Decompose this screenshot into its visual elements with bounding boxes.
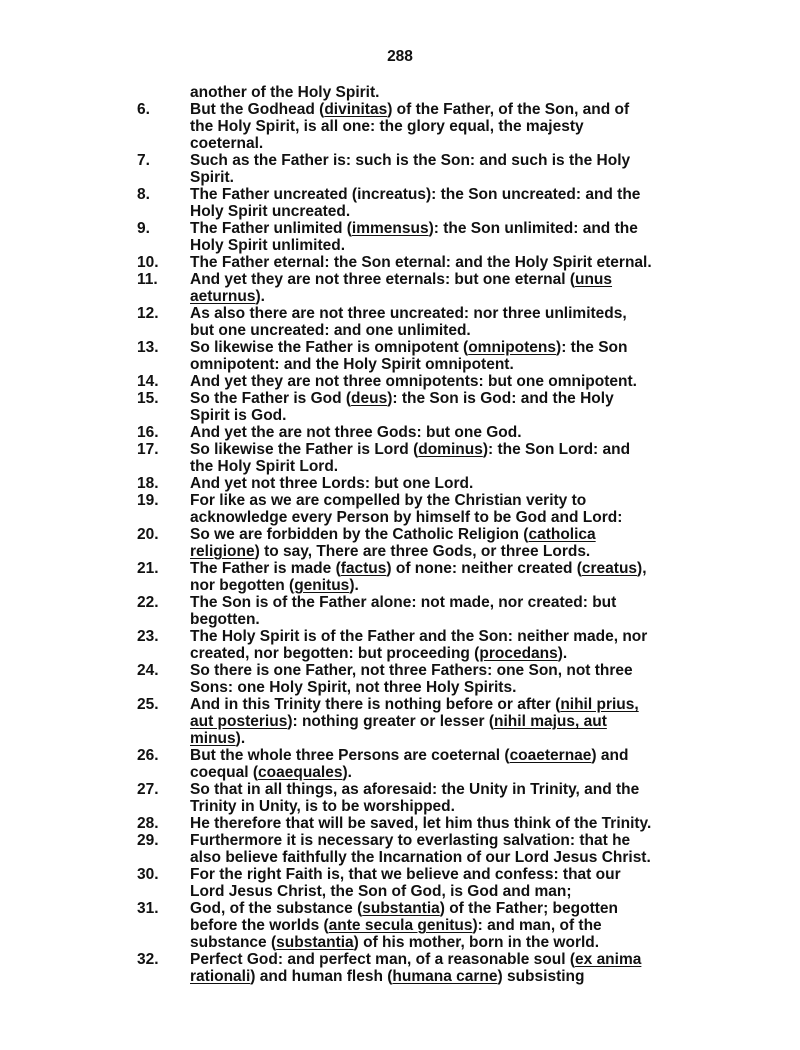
text-line — [190, 101, 720, 118]
text-line — [190, 543, 720, 560]
text-line — [190, 968, 720, 985]
verse-text — [190, 305, 720, 339]
text-segment: nor begotten ( — [190, 577, 295, 594]
verse-text — [190, 900, 720, 951]
numbered-verse — [0, 560, 800, 594]
verse-text — [190, 339, 720, 373]
text-line — [190, 934, 720, 951]
text-line — [190, 730, 720, 747]
text-line — [190, 84, 720, 101]
numbered-verse — [0, 254, 800, 271]
text-segment: The Father eternal: the Son eternal: and the Holy Spirit eternal. — [190, 254, 652, 271]
text-line — [190, 577, 720, 594]
verse-text — [190, 696, 720, 747]
latin-term: nihil majus, aut — [494, 713, 607, 730]
latin-term: factus — [340, 560, 387, 577]
text-segment: The Father unlimited ( — [190, 220, 352, 237]
text-segment: So that in all things, as aforesaid: the Unity in Trinity, and the — [190, 781, 640, 798]
text-segment: Trinity in Unity, is to be worshipped. — [190, 798, 455, 815]
text-line — [190, 883, 720, 900]
latin-term: procedans — [479, 645, 558, 662]
text-segment: And yet the are not three Gods: but one God. — [190, 424, 522, 441]
verse-number: 18. — [137, 475, 159, 492]
numbered-verse — [0, 373, 800, 390]
latin-term: deus — [351, 390, 388, 407]
latin-term: minus — [190, 730, 236, 747]
text-segment: So we are forbidden by the Catholic Religion ( — [190, 526, 529, 543]
verse-number: 30. — [137, 866, 159, 883]
text-segment: So likewise the Father is Lord ( — [190, 441, 419, 458]
text-line — [190, 662, 720, 679]
verse-text — [190, 492, 720, 526]
verse-number: 11. — [137, 271, 158, 288]
verse-text — [190, 424, 720, 441]
numbered-verse — [0, 662, 800, 696]
latin-term: unus — [575, 271, 613, 288]
verse-text — [190, 781, 720, 815]
text-line — [190, 169, 720, 186]
verse-text — [190, 747, 720, 781]
verse-number: 25. — [137, 696, 159, 713]
verse-text — [190, 101, 720, 152]
verse-number: 22. — [137, 594, 159, 611]
numbered-verse — [0, 271, 800, 305]
text-segment: And yet they are not three eternals: but one eternal ( — [190, 271, 575, 288]
text-segment: Spirit is God. — [190, 407, 287, 424]
verse-number: 10. — [137, 254, 159, 271]
text-line — [190, 203, 720, 220]
latin-term: catholica — [528, 526, 596, 543]
text-line — [190, 356, 720, 373]
text-segment: Lord Jesus Christ, the Son of God, is God and man; — [190, 883, 572, 900]
text-segment: And in this Trinity there is nothing before or after ( — [190, 696, 561, 713]
latin-term: ante secula genitus — [328, 917, 473, 934]
text-line — [190, 594, 720, 611]
numbered-verse — [0, 492, 800, 526]
latin-term: coaeternae — [509, 747, 592, 764]
text-line — [190, 560, 720, 577]
latin-term: dominus — [418, 441, 483, 458]
verse-text — [190, 594, 720, 628]
text-segment: created, nor begotten: but proceeding ( — [190, 645, 480, 662]
text-segment: Such as the Father is: such is the Son: and such is the Holy — [190, 152, 631, 169]
text-segment: ): nothing greater or lesser ( — [287, 713, 495, 730]
text-line — [190, 390, 720, 407]
numbered-verse — [0, 220, 800, 254]
verse-text — [190, 186, 720, 220]
latin-term: nihil prius, — [560, 696, 639, 713]
text-segment: ). — [235, 730, 246, 747]
numbered-verse — [0, 424, 800, 441]
latin-term: substantia — [362, 900, 440, 917]
text-line — [190, 186, 720, 203]
verse-number: 16. — [137, 424, 159, 441]
verse-text — [190, 271, 720, 305]
numbered-verse — [0, 781, 800, 815]
text-segment: So there is one Father, not three Fathers: one Son, not three — [190, 662, 633, 679]
text-line — [190, 679, 720, 696]
verse-number: 14. — [137, 373, 159, 390]
text-line — [190, 645, 720, 662]
text-segment: acknowledge every Person by himself to be God and Lord: — [190, 509, 623, 526]
text-line — [190, 849, 720, 866]
text-segment: ) of the Father; begotten — [439, 900, 618, 917]
text-segment: begotten. — [190, 611, 260, 628]
text-segment: ), — [637, 560, 647, 577]
text-segment: the Holy Spirit, is all one: the glory equal, the majesty — [190, 118, 584, 135]
verse-text — [190, 220, 720, 254]
text-line — [190, 254, 720, 271]
text-segment: coequal ( — [190, 764, 259, 781]
numbered-verse — [0, 628, 800, 662]
verse-text — [190, 815, 720, 832]
numbered-verse — [0, 475, 800, 492]
text-segment: ): the Son Lord: and — [482, 441, 631, 458]
text-line — [190, 441, 720, 458]
text-segment: substance ( — [190, 934, 277, 951]
text-line — [190, 815, 720, 832]
latin-term: creatus — [581, 560, 638, 577]
text-line — [190, 509, 720, 526]
text-line — [190, 475, 720, 492]
verse-number: 15. — [137, 390, 159, 407]
verse-number: 9. — [137, 220, 150, 237]
text-line — [190, 781, 720, 798]
numbered-verse — [0, 951, 800, 985]
verse-number: 20. — [137, 526, 159, 543]
numbered-verse — [0, 186, 800, 220]
text-segment: ). — [255, 288, 265, 305]
text-segment: The Holy Spirit is of the Father and the Son: neither made, nor — [190, 628, 648, 645]
verse-text — [190, 662, 720, 696]
latin-term: immensus — [351, 220, 429, 237]
text-segment: God, of the substance ( — [190, 900, 363, 917]
text-segment: The Father is made ( — [190, 560, 341, 577]
verse-text — [190, 475, 720, 492]
text-line — [190, 798, 720, 815]
verse-number: 32. — [137, 951, 159, 968]
verse-text — [190, 628, 720, 662]
verse-number: 19. — [137, 492, 159, 509]
text-line — [190, 118, 720, 135]
text-segment: ) of the Father, of the Son, and of — [387, 101, 630, 118]
latin-term: coaequales — [258, 764, 343, 781]
text-segment: ) subsisting — [497, 968, 585, 985]
verse-number: 26. — [137, 747, 159, 764]
verse-number: 27. — [137, 781, 159, 798]
text-line — [190, 747, 720, 764]
text-segment: But the Godhead ( — [190, 101, 325, 118]
text-line — [190, 135, 720, 152]
text-segment: Holy Spirit unlimited. — [190, 237, 346, 254]
text-segment: ) of his mother, born in the world. — [353, 934, 600, 951]
numbered-verse — [0, 305, 800, 339]
text-line — [190, 373, 720, 390]
verse-number: 12. — [137, 305, 159, 322]
verse-text — [190, 441, 720, 475]
text-line — [190, 917, 720, 934]
text-segment: Spirit. — [190, 169, 234, 186]
text-line — [190, 288, 720, 305]
text-line — [190, 271, 720, 288]
numbered-verse — [0, 900, 800, 951]
verse-number: 31. — [137, 900, 159, 917]
verse-text — [190, 866, 720, 900]
numbered-verse — [0, 84, 800, 101]
verse-text — [190, 152, 720, 186]
text-segment: And yet not three Lords: but one Lord. — [190, 475, 474, 492]
text-segment: also believe faithfully the Incarnation of our Lord Jesus Christ. — [190, 849, 651, 866]
document-body — [0, 84, 800, 985]
numbered-verse — [0, 866, 800, 900]
text-segment: another of the Holy Spirit. — [190, 84, 380, 101]
numbered-verse — [0, 747, 800, 781]
text-segment: He therefore that will be saved, let him thus think of the Trinity. — [190, 815, 652, 832]
text-line — [190, 951, 720, 968]
verse-number: 28. — [137, 815, 159, 832]
numbered-verse — [0, 390, 800, 424]
text-line — [190, 832, 720, 849]
text-line — [190, 237, 720, 254]
text-segment: ): the Son unlimited: and the — [428, 220, 638, 237]
latin-term: humana carne — [392, 968, 498, 985]
text-segment: For the right Faith is, that we believe and confess: that our — [190, 866, 621, 883]
numbered-verse — [0, 594, 800, 628]
latin-term: religione — [190, 543, 255, 560]
text-segment: ). — [342, 764, 352, 781]
text-line — [190, 900, 720, 917]
text-line — [190, 526, 720, 543]
text-segment: ): and man, of the — [472, 917, 602, 934]
verse-number: 7. — [137, 152, 150, 169]
latin-term: rationali — [190, 968, 251, 985]
text-segment: So the Father is God ( — [190, 390, 352, 407]
text-segment: ): the Son — [556, 339, 628, 356]
text-segment: Furthermore it is necessary to everlasting salvation: that he — [190, 832, 631, 849]
verse-text — [190, 84, 720, 101]
numbered-verse — [0, 526, 800, 560]
verse-number: 17. — [137, 441, 159, 458]
verse-number: 29. — [137, 832, 159, 849]
text-line — [190, 458, 720, 475]
text-segment: But the whole three Persons are coeternal ( — [190, 747, 510, 764]
numbered-verse — [0, 815, 800, 832]
text-segment: For like as we are compelled by the Christian verity to — [190, 492, 587, 509]
text-line — [190, 696, 720, 713]
text-segment: As also there are not three uncreated: nor three unlimiteds, — [190, 305, 627, 322]
latin-term: substantia — [276, 934, 354, 951]
latin-term: divinitas — [324, 101, 388, 118]
latin-term: omnipotens — [468, 339, 557, 356]
verse-text — [190, 832, 720, 866]
verse-text — [190, 390, 720, 424]
verse-text — [190, 254, 720, 271]
verse-number: 24. — [137, 662, 159, 679]
latin-term: genitus — [294, 577, 350, 594]
numbered-verse — [0, 441, 800, 475]
numbered-verse — [0, 152, 800, 186]
verse-number: 8. — [137, 186, 150, 203]
text-line — [190, 407, 720, 424]
text-line — [190, 628, 720, 645]
text-line — [190, 713, 720, 730]
text-line — [190, 424, 720, 441]
text-line — [190, 339, 720, 356]
text-line — [190, 866, 720, 883]
text-segment: The Father uncreated (increatus): the Son uncreated: and the — [190, 186, 641, 203]
verse-text — [190, 373, 720, 390]
verse-number: 21. — [137, 560, 159, 577]
text-segment: ). — [557, 645, 568, 662]
latin-term: aeturnus — [190, 288, 256, 305]
latin-term: ex anima — [575, 951, 642, 968]
numbered-verse — [0, 832, 800, 866]
text-segment: And yet they are not three omnipotents: but one omnipotent. — [190, 373, 637, 390]
numbered-verse — [0, 339, 800, 373]
text-segment: ) and human flesh ( — [250, 968, 393, 985]
text-segment: ). — [349, 577, 359, 594]
numbered-verse — [0, 696, 800, 747]
text-segment: coeternal. — [190, 135, 264, 152]
text-segment: Holy Spirit uncreated. — [190, 203, 351, 220]
text-line — [190, 220, 720, 237]
text-segment: omnipotent: and the Holy Spirit omnipotent. — [190, 356, 514, 373]
text-line — [190, 152, 720, 169]
text-segment: So likewise the Father is omnipotent ( — [190, 339, 469, 356]
text-line — [190, 322, 720, 339]
text-segment: ): the Son is God: and the Holy — [387, 390, 614, 407]
verse-text — [190, 560, 720, 594]
page-number: 288 — [387, 48, 413, 65]
text-segment: but one uncreated: and one unlimited. — [190, 322, 471, 339]
text-line — [190, 764, 720, 781]
verse-number: 23. — [137, 628, 159, 645]
text-line — [190, 611, 720, 628]
latin-term: aut posterius — [190, 713, 288, 730]
text-segment: Sons: one Holy Spirit, not three Holy Spirits. — [190, 679, 517, 696]
text-segment: before the worlds ( — [190, 917, 329, 934]
verse-text — [190, 526, 720, 560]
text-segment: ) and — [591, 747, 629, 764]
text-segment: The Son is of the Father alone: not made, nor created: but — [190, 594, 617, 611]
text-segment: ) to say, There are three Gods, or three Lords. — [254, 543, 591, 560]
verse-text — [190, 951, 720, 985]
text-line — [190, 492, 720, 509]
text-segment: ) of none: neither created ( — [386, 560, 582, 577]
numbered-verse — [0, 101, 800, 152]
verse-number: 13. — [137, 339, 159, 356]
verse-number: 6. — [137, 101, 150, 118]
text-segment: the Holy Spirit Lord. — [190, 458, 339, 475]
text-line — [190, 305, 720, 322]
text-segment: Perfect God: and perfect man, of a reasonable soul ( — [190, 951, 576, 968]
